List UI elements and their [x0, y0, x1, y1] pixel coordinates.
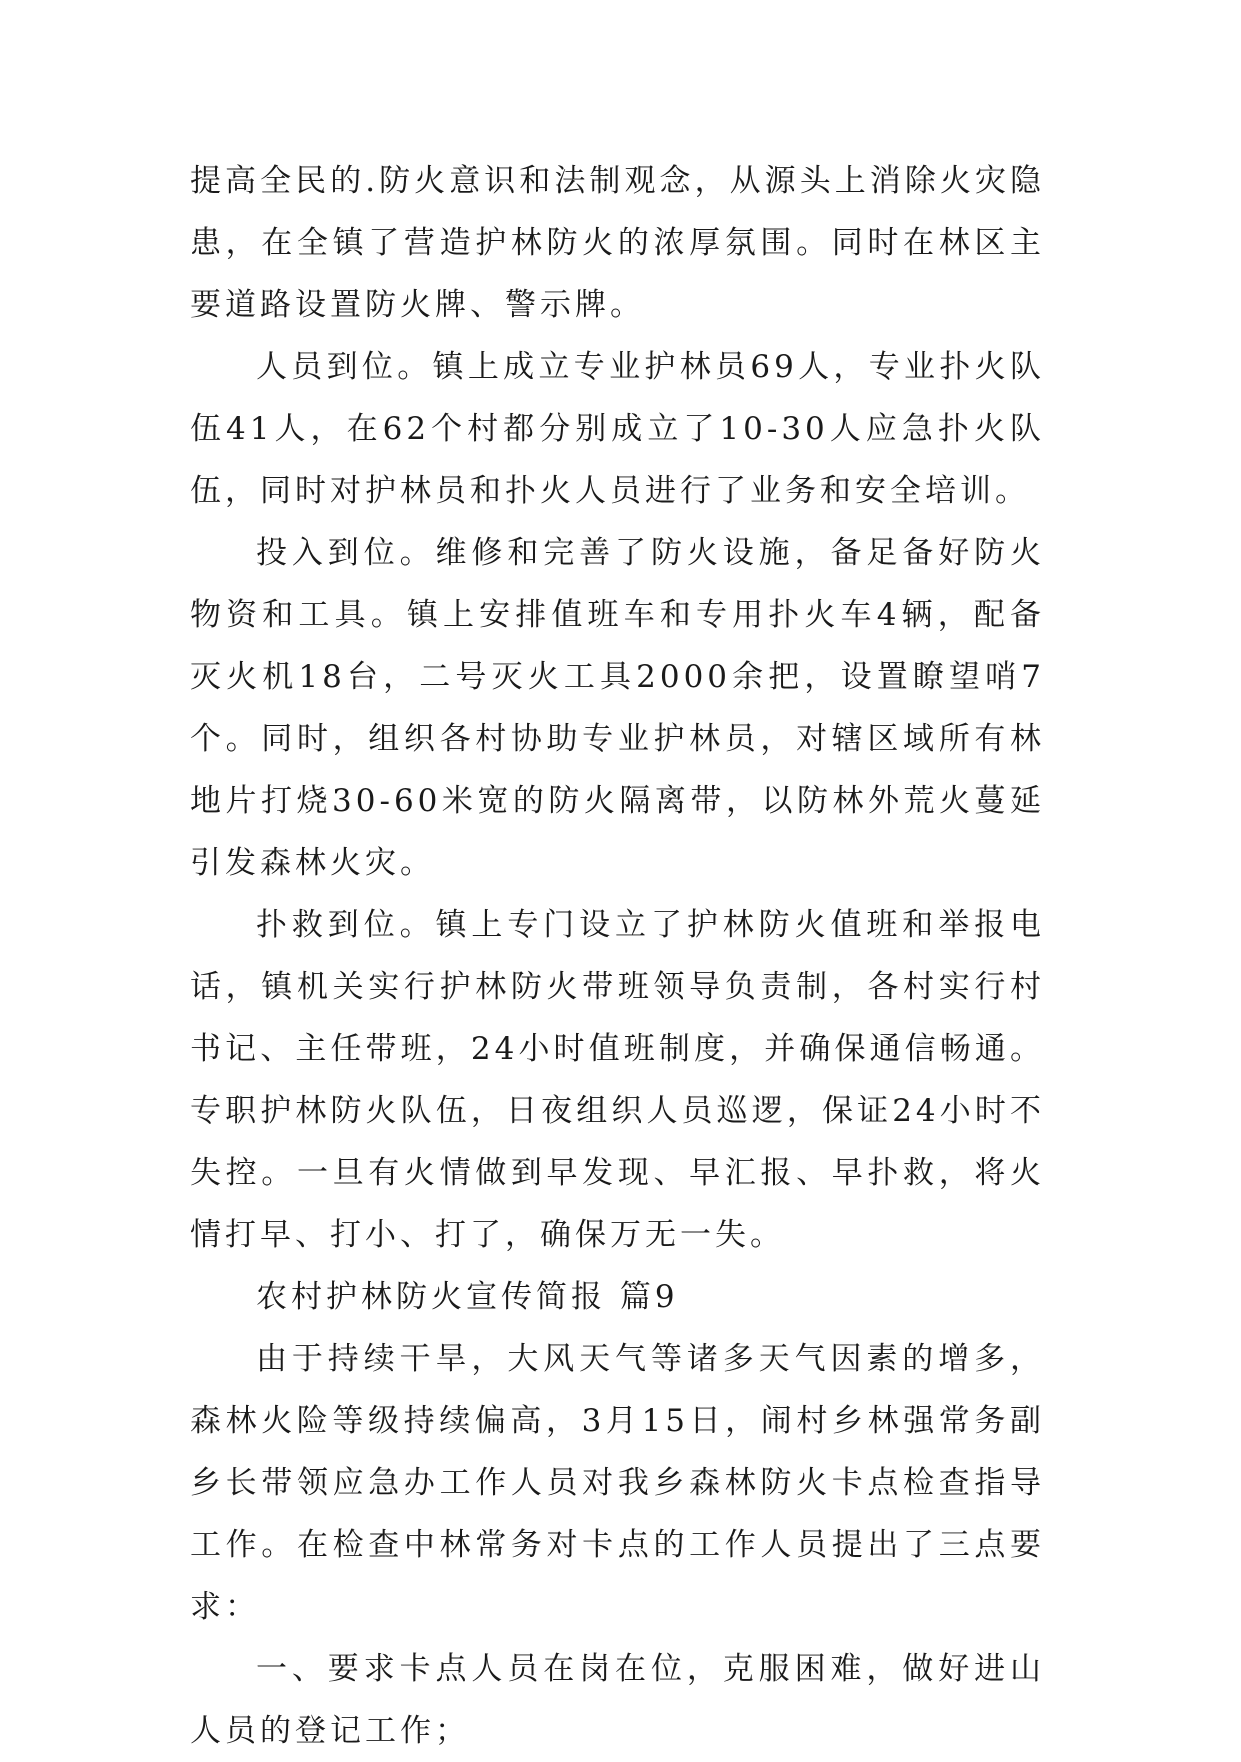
paragraph-investment: 投入到位。维修和完善了防火设施，备足备好防火物资和工具。镇上安排值班车和专用扑火车4辆，配备灭火机18台，二号灭火工具2000余把，设置瞭望哨7个。同时，组织各村协助专业护林员，对辖区域所有林地片打烧30-60米宽的防火隔离带，以防林外荒火蔓延引发森林火灾。 [190, 535, 1045, 881]
paragraph-drought: 由于持续干旱，大风天气等诸多天气因素的增多，森林火险等级持续偏高，3月15日，闹村乡林强常务副乡长带领应急办工作人员对我乡森林防火卡点检查指导工作。在检查中林常务对卡点的工作人员提出了三点要求： [190, 1341, 1045, 1625]
paragraph-personnel: 人员到位。镇上成立专业护林员69人，专业扑火队伍41人，在62个村都分别成立了10-30人应急扑火队伍，同时对护林员和扑火人员进行了业务和安全培训。 [190, 349, 1045, 509]
paragraph-rescue: 扑救到位。镇上专门设立了护林防火值班和举报电话，镇机关实行护林防火带班领导负责制，各村实行村书记、主任带班，24小时值班制度，并确保通信畅通。专职护林防火队伍，日夜组织人员巡逻，保证24小时不失控。一旦有火情做到早发现、早汇报、早扑救，将火情打早、打小、打了，确保万无一失。 [190, 907, 1045, 1253]
paragraph-fire-awareness: 提高全民的.防火意识和法制观念，从源头上消除火灾隐患，在全镇了营造护林防火的浓厚氛围。同时在林区主要道路设置防火牌、警示牌。 [190, 163, 1045, 323]
document-body [190, 150, 1045, 1762]
paragraph-requirement-one: 一、要求卡点人员在岗在位，克服困难，做好进山人员的登记工作； [190, 1651, 1045, 1749]
section-heading: 农村护林防火宣传简报 篇9 [256, 1279, 679, 1315]
